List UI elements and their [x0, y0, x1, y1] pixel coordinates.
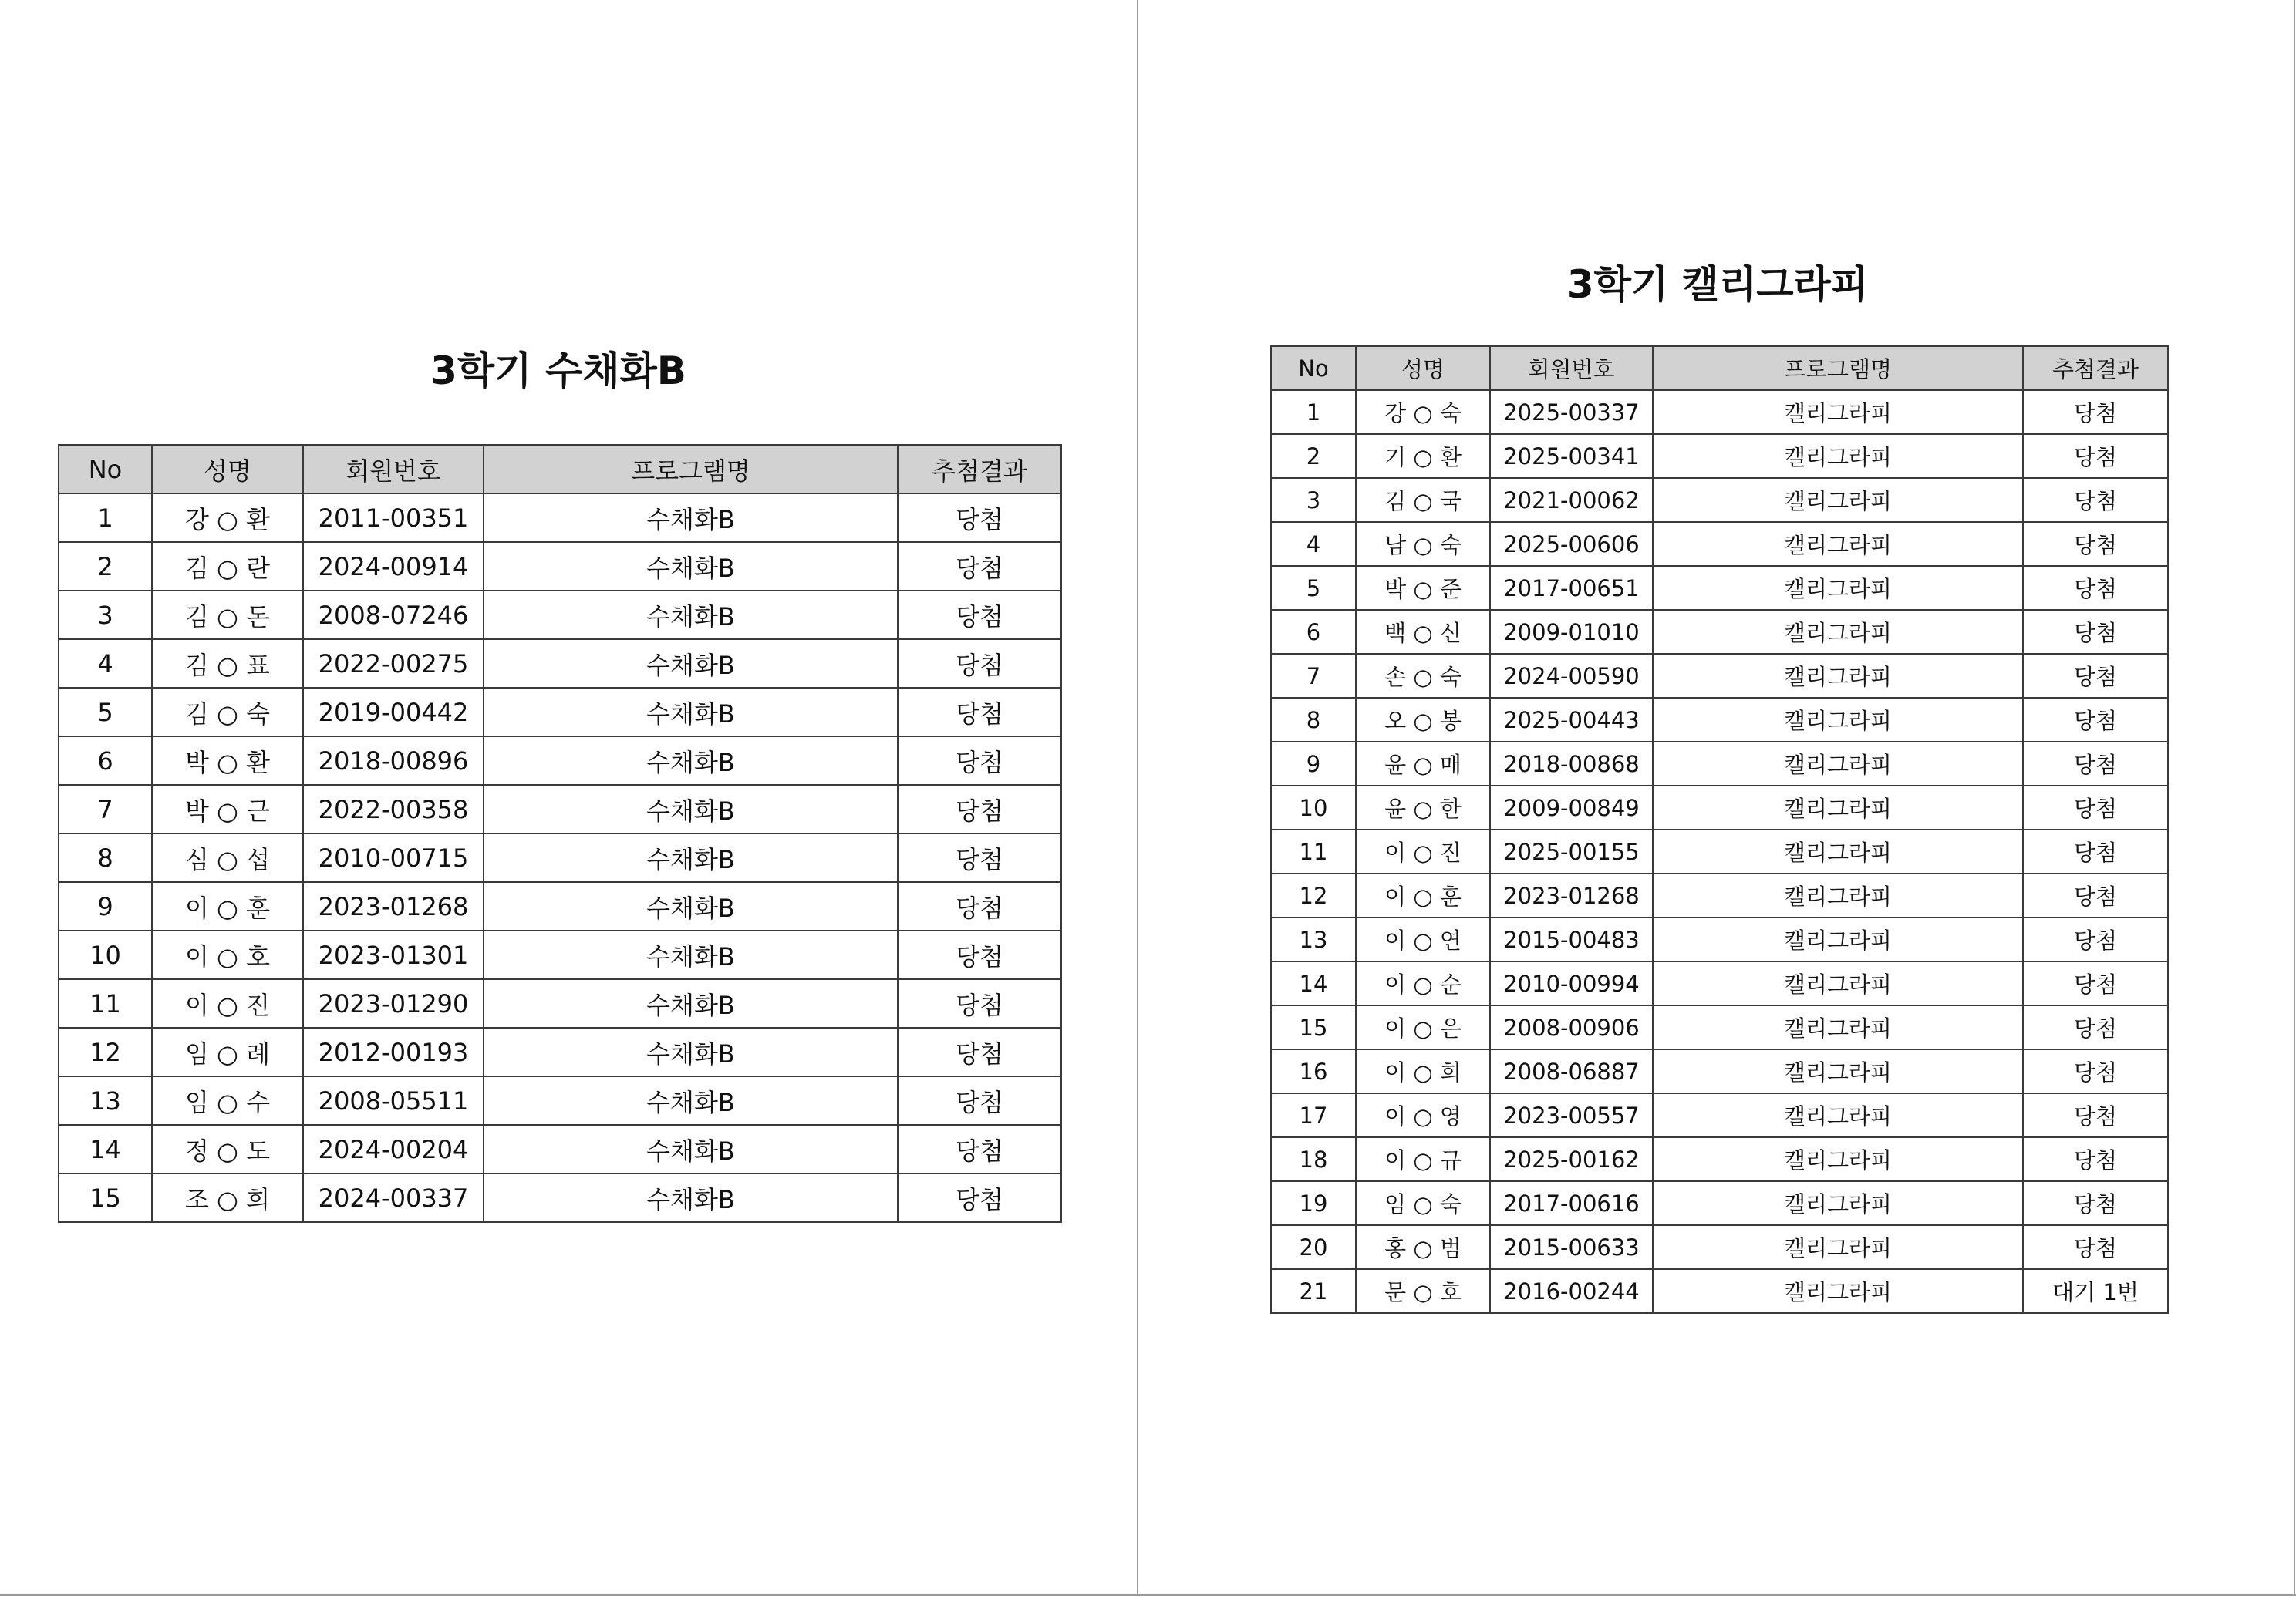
- table-row: [1271, 1225, 2168, 1269]
- cell-no: 7: [1271, 654, 1356, 698]
- cell-name: 박 ○ 준: [1356, 566, 1490, 610]
- header-no: No: [1271, 346, 1356, 390]
- cell-name: 홍 ○ 범: [1356, 1225, 1490, 1269]
- cell-result: 당첨: [898, 1076, 1061, 1125]
- cell-program: 캘리그라피: [1653, 610, 2023, 654]
- cell-member-id: 2023-01290: [303, 979, 484, 1028]
- cell-result: 당첨: [898, 1125, 1061, 1173]
- table-row: [59, 1028, 1061, 1076]
- cell-no: 12: [1271, 874, 1356, 918]
- cell-member-id: 2018-00868: [1490, 742, 1653, 786]
- cell-result: 당첨: [898, 833, 1061, 882]
- cell-result: 당첨: [2023, 390, 2168, 434]
- cell-member-id: 2011-00351: [303, 493, 484, 542]
- cell-name: 김 ○ 숙: [152, 688, 303, 736]
- cell-member-id: 2025-00337: [1490, 390, 1653, 434]
- cell-member-id: 2022-00358: [303, 785, 484, 833]
- cell-name: 윤 ○ 한: [1356, 786, 1490, 830]
- cell-program: 수채화B: [484, 1028, 898, 1076]
- right-sheet-title: 3학기 캘리그라피: [1566, 262, 1869, 307]
- cell-member-id: 2025-00155: [1490, 830, 1653, 874]
- cell-member-id: 2016-00244: [1490, 1269, 1653, 1313]
- cell-member-id: 2023-01268: [1490, 874, 1653, 918]
- table-row: [1271, 610, 2168, 654]
- cell-member-id: 2025-00443: [1490, 698, 1653, 742]
- cell-name: 김 ○ 란: [152, 542, 303, 591]
- cell-name: 임 ○ 숙: [1356, 1181, 1490, 1225]
- cell-result: 당첨: [2023, 1181, 2168, 1225]
- cell-name: 이 ○ 훈: [152, 882, 303, 931]
- table-row: [1271, 566, 2168, 610]
- cell-no: 11: [1271, 830, 1356, 874]
- table-row: [59, 931, 1061, 979]
- cell-result: 당첨: [2023, 566, 2168, 610]
- table-row: [59, 736, 1061, 785]
- cell-program: 수채화B: [484, 591, 898, 639]
- table-row: [59, 688, 1061, 736]
- cell-result: 당첨: [898, 1028, 1061, 1076]
- cell-member-id: 2009-00849: [1490, 786, 1653, 830]
- cell-name: 이 ○ 호: [152, 931, 303, 979]
- cell-member-id: 2025-00341: [1490, 434, 1653, 478]
- cell-program: 수채화B: [484, 493, 898, 542]
- cell-member-id: 2018-00896: [303, 736, 484, 785]
- cell-no: 1: [59, 493, 152, 542]
- cell-member-id: 2024-00337: [303, 1173, 484, 1222]
- cell-name: 이 ○ 진: [152, 979, 303, 1028]
- cell-result: 당첨: [898, 591, 1061, 639]
- cell-program: 수채화B: [484, 639, 898, 688]
- cell-program: 캘리그라피: [1653, 698, 2023, 742]
- cell-name: 기 ○ 환: [1356, 434, 1490, 478]
- cell-program: 캘리그라피: [1653, 566, 2023, 610]
- table-row: [1271, 478, 2168, 522]
- table-row: [59, 493, 1061, 542]
- cell-name: 윤 ○ 매: [1356, 742, 1490, 786]
- table-row: [1271, 918, 2168, 961]
- cell-program: 캘리그라피: [1653, 1225, 2023, 1269]
- cell-result: 당첨: [898, 931, 1061, 979]
- table-row: [1271, 786, 2168, 830]
- cell-program: 수채화B: [484, 1076, 898, 1125]
- cell-member-id: 2023-01301: [303, 931, 484, 979]
- cell-no: 7: [59, 785, 152, 833]
- cell-result: 당첨: [2023, 478, 2168, 522]
- cell-no: 18: [1271, 1137, 1356, 1181]
- cell-name: 이 ○ 순: [1356, 961, 1490, 1005]
- table-row: [1271, 830, 2168, 874]
- cell-no: 11: [59, 979, 152, 1028]
- page-divider: [1137, 0, 1138, 1595]
- cell-program: 캘리그라피: [1653, 918, 2023, 961]
- cell-name: 이 ○ 훈: [1356, 874, 1490, 918]
- table-row: [1271, 390, 2168, 434]
- header-program: 프로그램명: [1653, 346, 2023, 390]
- table-row: [1271, 1181, 2168, 1225]
- cell-name: 박 ○ 근: [152, 785, 303, 833]
- cell-no: 9: [1271, 742, 1356, 786]
- cell-name: 김 ○ 돈: [152, 591, 303, 639]
- cell-program: 캘리그라피: [1653, 961, 2023, 1005]
- cell-result: 당첨: [2023, 961, 2168, 1005]
- cell-member-id: 2023-01268: [303, 882, 484, 931]
- cell-result: 당첨: [2023, 434, 2168, 478]
- cell-name: 심 ○ 섭: [152, 833, 303, 882]
- cell-no: 5: [59, 688, 152, 736]
- cell-member-id: 2008-05511: [303, 1076, 484, 1125]
- cell-program: 캘리그라피: [1653, 390, 2023, 434]
- cell-name: 남 ○ 숙: [1356, 522, 1490, 566]
- cell-program: 수채화B: [484, 736, 898, 785]
- table-row: [59, 979, 1061, 1028]
- cell-program: 캘리그라피: [1653, 654, 2023, 698]
- cell-no: 14: [1271, 961, 1356, 1005]
- cell-result: 당첨: [898, 493, 1061, 542]
- cell-name: 임 ○ 례: [152, 1028, 303, 1076]
- cell-result: 당첨: [2023, 1137, 2168, 1181]
- table-row: [59, 639, 1061, 688]
- cell-result: 당첨: [2023, 654, 2168, 698]
- cell-result: 당첨: [2023, 874, 2168, 918]
- page-bottom-edge: [0, 1594, 2296, 1596]
- table-row: [59, 833, 1061, 882]
- cell-member-id: 2024-00204: [303, 1125, 484, 1173]
- cell-program: 캘리그라피: [1653, 1049, 2023, 1093]
- cell-member-id: 2025-00162: [1490, 1137, 1653, 1181]
- table-row: [1271, 961, 2168, 1005]
- cell-member-id: 2009-01010: [1490, 610, 1653, 654]
- cell-no: 15: [1271, 1005, 1356, 1049]
- left-sheet-title: 3학기 수채화B: [430, 349, 686, 393]
- cell-name: 이 ○ 연: [1356, 918, 1490, 961]
- cell-result: 당첨: [2023, 786, 2168, 830]
- cell-no: 4: [1271, 522, 1356, 566]
- cell-program: 캘리그라피: [1653, 478, 2023, 522]
- cell-name: 강 ○ 숙: [1356, 390, 1490, 434]
- cell-program: 수채화B: [484, 882, 898, 931]
- table-row: [1271, 874, 2168, 918]
- cell-program: 캘리그라피: [1653, 786, 2023, 830]
- cell-member-id: 2024-00590: [1490, 654, 1653, 698]
- cell-result: 당첨: [898, 1173, 1061, 1222]
- cell-name: 강 ○ 환: [152, 493, 303, 542]
- cell-member-id: 2008-07246: [303, 591, 484, 639]
- cell-member-id: 2008-00906: [1490, 1005, 1653, 1049]
- cell-program: 캘리그라피: [1653, 1181, 2023, 1225]
- header-program: 프로그램명: [484, 445, 898, 493]
- cell-name: 이 ○ 은: [1356, 1005, 1490, 1049]
- cell-member-id: 2023-00557: [1490, 1093, 1653, 1137]
- table-row: [1271, 434, 2168, 478]
- cell-name: 백 ○ 신: [1356, 610, 1490, 654]
- cell-result: 당첨: [898, 639, 1061, 688]
- cell-program: 수채화B: [484, 1173, 898, 1222]
- cell-program: 캘리그라피: [1653, 874, 2023, 918]
- table-row: [1271, 742, 2168, 786]
- cell-result: 당첨: [2023, 698, 2168, 742]
- cell-result: 당첨: [2023, 918, 2168, 961]
- header-result: 추첨결과: [2023, 346, 2168, 390]
- cell-name: 조 ○ 희: [152, 1173, 303, 1222]
- table-row: [1271, 698, 2168, 742]
- table-row: [59, 591, 1061, 639]
- cell-no: 16: [1271, 1049, 1356, 1093]
- cell-no: 8: [59, 833, 152, 882]
- cell-no: 3: [59, 591, 152, 639]
- header-no: No: [59, 445, 152, 493]
- header-name: 성명: [152, 445, 303, 493]
- cell-result: 당첨: [2023, 522, 2168, 566]
- cell-program: 수채화B: [484, 979, 898, 1028]
- cell-no: 2: [1271, 434, 1356, 478]
- right-results-table: [1270, 345, 2169, 1314]
- cell-program: 캘리그라피: [1653, 830, 2023, 874]
- table-row: [1271, 1005, 2168, 1049]
- header-member-id: 회원번호: [1490, 346, 1653, 390]
- cell-result: 당첨: [898, 785, 1061, 833]
- cell-no: 4: [59, 639, 152, 688]
- cell-no: 9: [59, 882, 152, 931]
- cell-name: 임 ○ 수: [152, 1076, 303, 1125]
- cell-no: 10: [59, 931, 152, 979]
- cell-no: 3: [1271, 478, 1356, 522]
- cell-result: 당첨: [898, 736, 1061, 785]
- cell-no: 15: [59, 1173, 152, 1222]
- cell-no: 20: [1271, 1225, 1356, 1269]
- cell-no: 5: [1271, 566, 1356, 610]
- left-results-table: [58, 444, 1062, 1223]
- cell-name: 김 ○ 국: [1356, 478, 1490, 522]
- cell-result: 당첨: [2023, 742, 2168, 786]
- cell-program: 수채화B: [484, 542, 898, 591]
- cell-member-id: 2024-00914: [303, 542, 484, 591]
- cell-no: 19: [1271, 1181, 1356, 1225]
- table-header-row: [1271, 346, 2168, 390]
- table-row: [59, 542, 1061, 591]
- cell-result: 당첨: [898, 688, 1061, 736]
- cell-member-id: 2021-00062: [1490, 478, 1653, 522]
- cell-member-id: 2015-00633: [1490, 1225, 1653, 1269]
- cell-no: 10: [1271, 786, 1356, 830]
- cell-member-id: 2019-00442: [303, 688, 484, 736]
- cell-program: 수채화B: [484, 833, 898, 882]
- cell-member-id: 2022-00275: [303, 639, 484, 688]
- cell-name: 이 ○ 영: [1356, 1093, 1490, 1137]
- header-result: 추첨결과: [898, 445, 1061, 493]
- cell-name: 이 ○ 진: [1356, 830, 1490, 874]
- cell-program: 수채화B: [484, 1125, 898, 1173]
- cell-program: 캘리그라피: [1653, 1093, 2023, 1137]
- cell-result: 당첨: [898, 979, 1061, 1028]
- cell-no: 21: [1271, 1269, 1356, 1313]
- cell-program: 수채화B: [484, 688, 898, 736]
- header-member-id: 회원번호: [303, 445, 484, 493]
- cell-no: 14: [59, 1125, 152, 1173]
- cell-result: 당첨: [2023, 1093, 2168, 1137]
- cell-member-id: 2015-00483: [1490, 918, 1653, 961]
- cell-result: 당첨: [2023, 610, 2168, 654]
- cell-program: 캘리그라피: [1653, 1269, 2023, 1313]
- cell-name: 이 ○ 희: [1356, 1049, 1490, 1093]
- cell-result: 당첨: [2023, 1005, 2168, 1049]
- table-row: [1271, 1137, 2168, 1181]
- table-row: [1271, 1093, 2168, 1137]
- table-row: [59, 1076, 1061, 1125]
- cell-member-id: 2017-00616: [1490, 1181, 1653, 1225]
- page-right-edge: [2294, 0, 2295, 1595]
- table-header-row: [59, 445, 1061, 493]
- cell-no: 2: [59, 542, 152, 591]
- cell-program: 수채화B: [484, 931, 898, 979]
- cell-name: 오 ○ 봉: [1356, 698, 1490, 742]
- cell-member-id: 2010-00994: [1490, 961, 1653, 1005]
- table-row: [1271, 654, 2168, 698]
- cell-no: 13: [1271, 918, 1356, 961]
- cell-result: 당첨: [2023, 1225, 2168, 1269]
- cell-no: 6: [59, 736, 152, 785]
- table-row: [1271, 1049, 2168, 1093]
- table-row: [59, 785, 1061, 833]
- table-row: [59, 1173, 1061, 1222]
- cell-program: 캘리그라피: [1653, 742, 2023, 786]
- cell-name: 문 ○ 호: [1356, 1269, 1490, 1313]
- table-row: [1271, 1269, 2168, 1313]
- cell-result: 당첨: [2023, 830, 2168, 874]
- cell-name: 김 ○ 표: [152, 639, 303, 688]
- cell-result: 대기 1번: [2023, 1269, 2168, 1313]
- cell-member-id: 2012-00193: [303, 1028, 484, 1076]
- cell-member-id: 2025-00606: [1490, 522, 1653, 566]
- cell-name: 정 ○ 도: [152, 1125, 303, 1173]
- cell-name: 이 ○ 규: [1356, 1137, 1490, 1181]
- cell-program: 캘리그라피: [1653, 434, 2023, 478]
- cell-no: 1: [1271, 390, 1356, 434]
- cell-no: 13: [59, 1076, 152, 1125]
- table-row: [1271, 522, 2168, 566]
- cell-no: 17: [1271, 1093, 1356, 1137]
- table-row: [59, 882, 1061, 931]
- cell-member-id: 2017-00651: [1490, 566, 1653, 610]
- cell-program: 캘리그라피: [1653, 522, 2023, 566]
- cell-no: 6: [1271, 610, 1356, 654]
- cell-no: 8: [1271, 698, 1356, 742]
- cell-program: 수채화B: [484, 785, 898, 833]
- cell-program: 캘리그라피: [1653, 1137, 2023, 1181]
- table-row: [59, 1125, 1061, 1173]
- cell-no: 12: [59, 1028, 152, 1076]
- cell-result: 당첨: [898, 882, 1061, 931]
- cell-member-id: 2008-06887: [1490, 1049, 1653, 1093]
- cell-name: 손 ○ 숙: [1356, 654, 1490, 698]
- header-name: 성명: [1356, 346, 1490, 390]
- cell-result: 당첨: [2023, 1049, 2168, 1093]
- cell-member-id: 2010-00715: [303, 833, 484, 882]
- cell-name: 박 ○ 환: [152, 736, 303, 785]
- cell-result: 당첨: [898, 542, 1061, 591]
- cell-program: 캘리그라피: [1653, 1005, 2023, 1049]
